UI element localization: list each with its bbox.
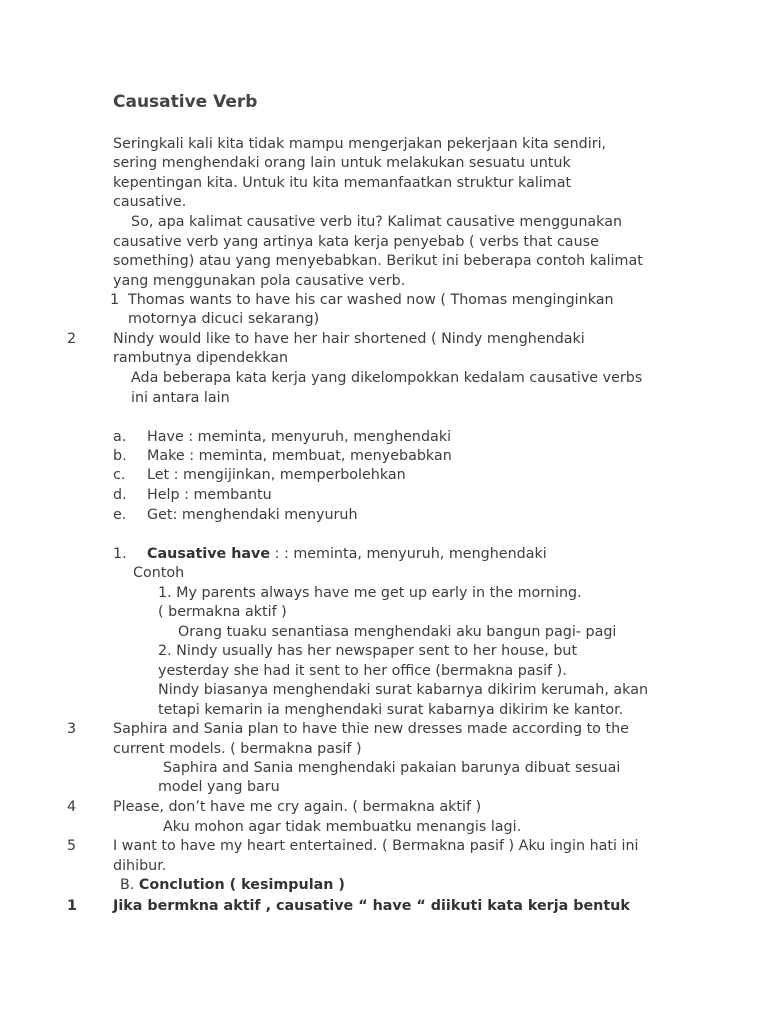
example-number: 1 — [110, 292, 120, 308]
conclusion-number: 1 — [67, 898, 77, 914]
intro-p1-line-1: Seringkali kali kita tidak mampu mengerjakan pekerjaan kita sendiri, — [113, 136, 607, 152]
intro-p1-line-4: causative. — [113, 194, 187, 210]
example-3-line-4: model yang baru — [158, 779, 280, 795]
example-1-line-2: motornya dicuci sekarang) — [128, 311, 320, 327]
list-marker: c. — [113, 467, 126, 483]
list-marker: e. — [113, 507, 127, 523]
section1-ex1-line-2: ( bermakna aktif ) — [158, 604, 287, 620]
section1-ex1-line-1: 1. My parents always have me get up early in the morning. — [158, 585, 582, 601]
example-number: 4 — [67, 799, 77, 815]
example-3-line-3: Saphira and Sania menghendaki pakaian barunya dibuat sesuai — [163, 760, 621, 776]
example-2-line-2: rambutnya dipendekkan — [113, 350, 289, 366]
list-item: Get: menghendaki menyuruh — [147, 507, 358, 523]
list-item: Make : meminta, membuat, menyebabkan — [147, 448, 452, 464]
section-marker: 1. — [113, 546, 127, 562]
intro-p1-line-2: sering menghendaki orang lain untuk melakukan sesuatu untuk — [113, 155, 571, 171]
intro-p2-line-1: So, apa kalimat causative verb itu? Kalimat causative menggunakan — [131, 214, 623, 230]
page-title: Causative Verb — [113, 92, 258, 112]
intro-p2-line-2: causative verb yang artinya kata kerja penyebab ( verbs that cause — [113, 234, 599, 250]
example-5-line-2: dihibur. — [113, 858, 167, 874]
list-marker: d. — [113, 487, 127, 503]
group-intro-line-2: ini antara lain — [131, 390, 230, 406]
list-item: Let : mengijinkan, memperbolehkan — [147, 467, 406, 483]
intro-p2-line-3: something) atau yang menyebabkan. Berikut ini beberapa contoh kalimat — [113, 253, 643, 269]
section1-ex2-line-1: 2. Nindy usually has her newspaper sent to her house, but — [158, 643, 578, 659]
section1-ex2-line-4: tetapi kemarin ia menghendaki surat kabarnya dikirim ke kantor. — [158, 702, 624, 718]
conclusion-marker: B. — [120, 877, 135, 893]
intro-p1-line-3: kepentingan kita. Untuk itu kita memanfaatkan struktur kalimat — [113, 175, 572, 191]
group-intro-line-1: Ada beberapa kata kerja yang dikelompokkan kedalam causative verbs — [131, 370, 643, 386]
example-4-line-1: Please, don’t have me cry again. ( bermakna aktif ) — [113, 799, 482, 815]
list-marker: b. — [113, 448, 127, 464]
section1-ex2-line-3: Nindy biasanya menghendaki surat kabarnya dikirim kerumah, akan — [158, 682, 649, 698]
section-meaning: : : meminta, menyuruh, menghendaki — [270, 546, 547, 562]
section-heading-bold: Causative have — [147, 546, 271, 562]
list-item: Help : membantu — [147, 487, 272, 503]
conclusion-title: Conclution ( kesimpulan ) — [138, 877, 345, 893]
example-5-line-1: I want to have my heart entertained. ( Bermakna pasif ) Aku ingin hati ini — [113, 838, 639, 854]
example-number: 3 — [67, 721, 77, 737]
conclusion-text: Jika bermkna aktif , causative “ have “ diikuti kata kerja bentuk — [113, 898, 630, 914]
example-2-line-1: Nindy would like to have her hair shortened ( Nindy menghendaki — [113, 331, 585, 347]
example-number: 2 — [67, 331, 77, 347]
list-marker: a. — [113, 429, 127, 445]
section1-ex1-line-3: Orang tuaku senantiasa menghendaki aku bangun pagi- pagi — [178, 624, 617, 640]
section-heading — [147, 545, 547, 564]
example-number: 5 — [67, 838, 77, 854]
intro-p2-line-4: yang menggunakan pola causative verb. — [113, 273, 406, 289]
example-3-line-2: current models. ( bermakna pasif ) — [113, 741, 362, 757]
example-4-line-2: Aku mohon agar tidak membuatku menangis lagi. — [163, 819, 522, 835]
section1-ex2-line-2: yesterday she had it sent to her office (bermakna pasif ). — [158, 663, 567, 679]
example-1-line-1: Thomas wants to have his car washed now ( Thomas menginginkan — [128, 292, 614, 308]
example-3-line-1: Saphira and Sania plan to have thie new dresses made according to the — [113, 721, 629, 737]
list-item: Have : meminta, menyuruh, menghendaki — [147, 429, 452, 445]
contoh-label: Contoh — [133, 565, 185, 581]
conclusion-heading — [120, 876, 345, 895]
